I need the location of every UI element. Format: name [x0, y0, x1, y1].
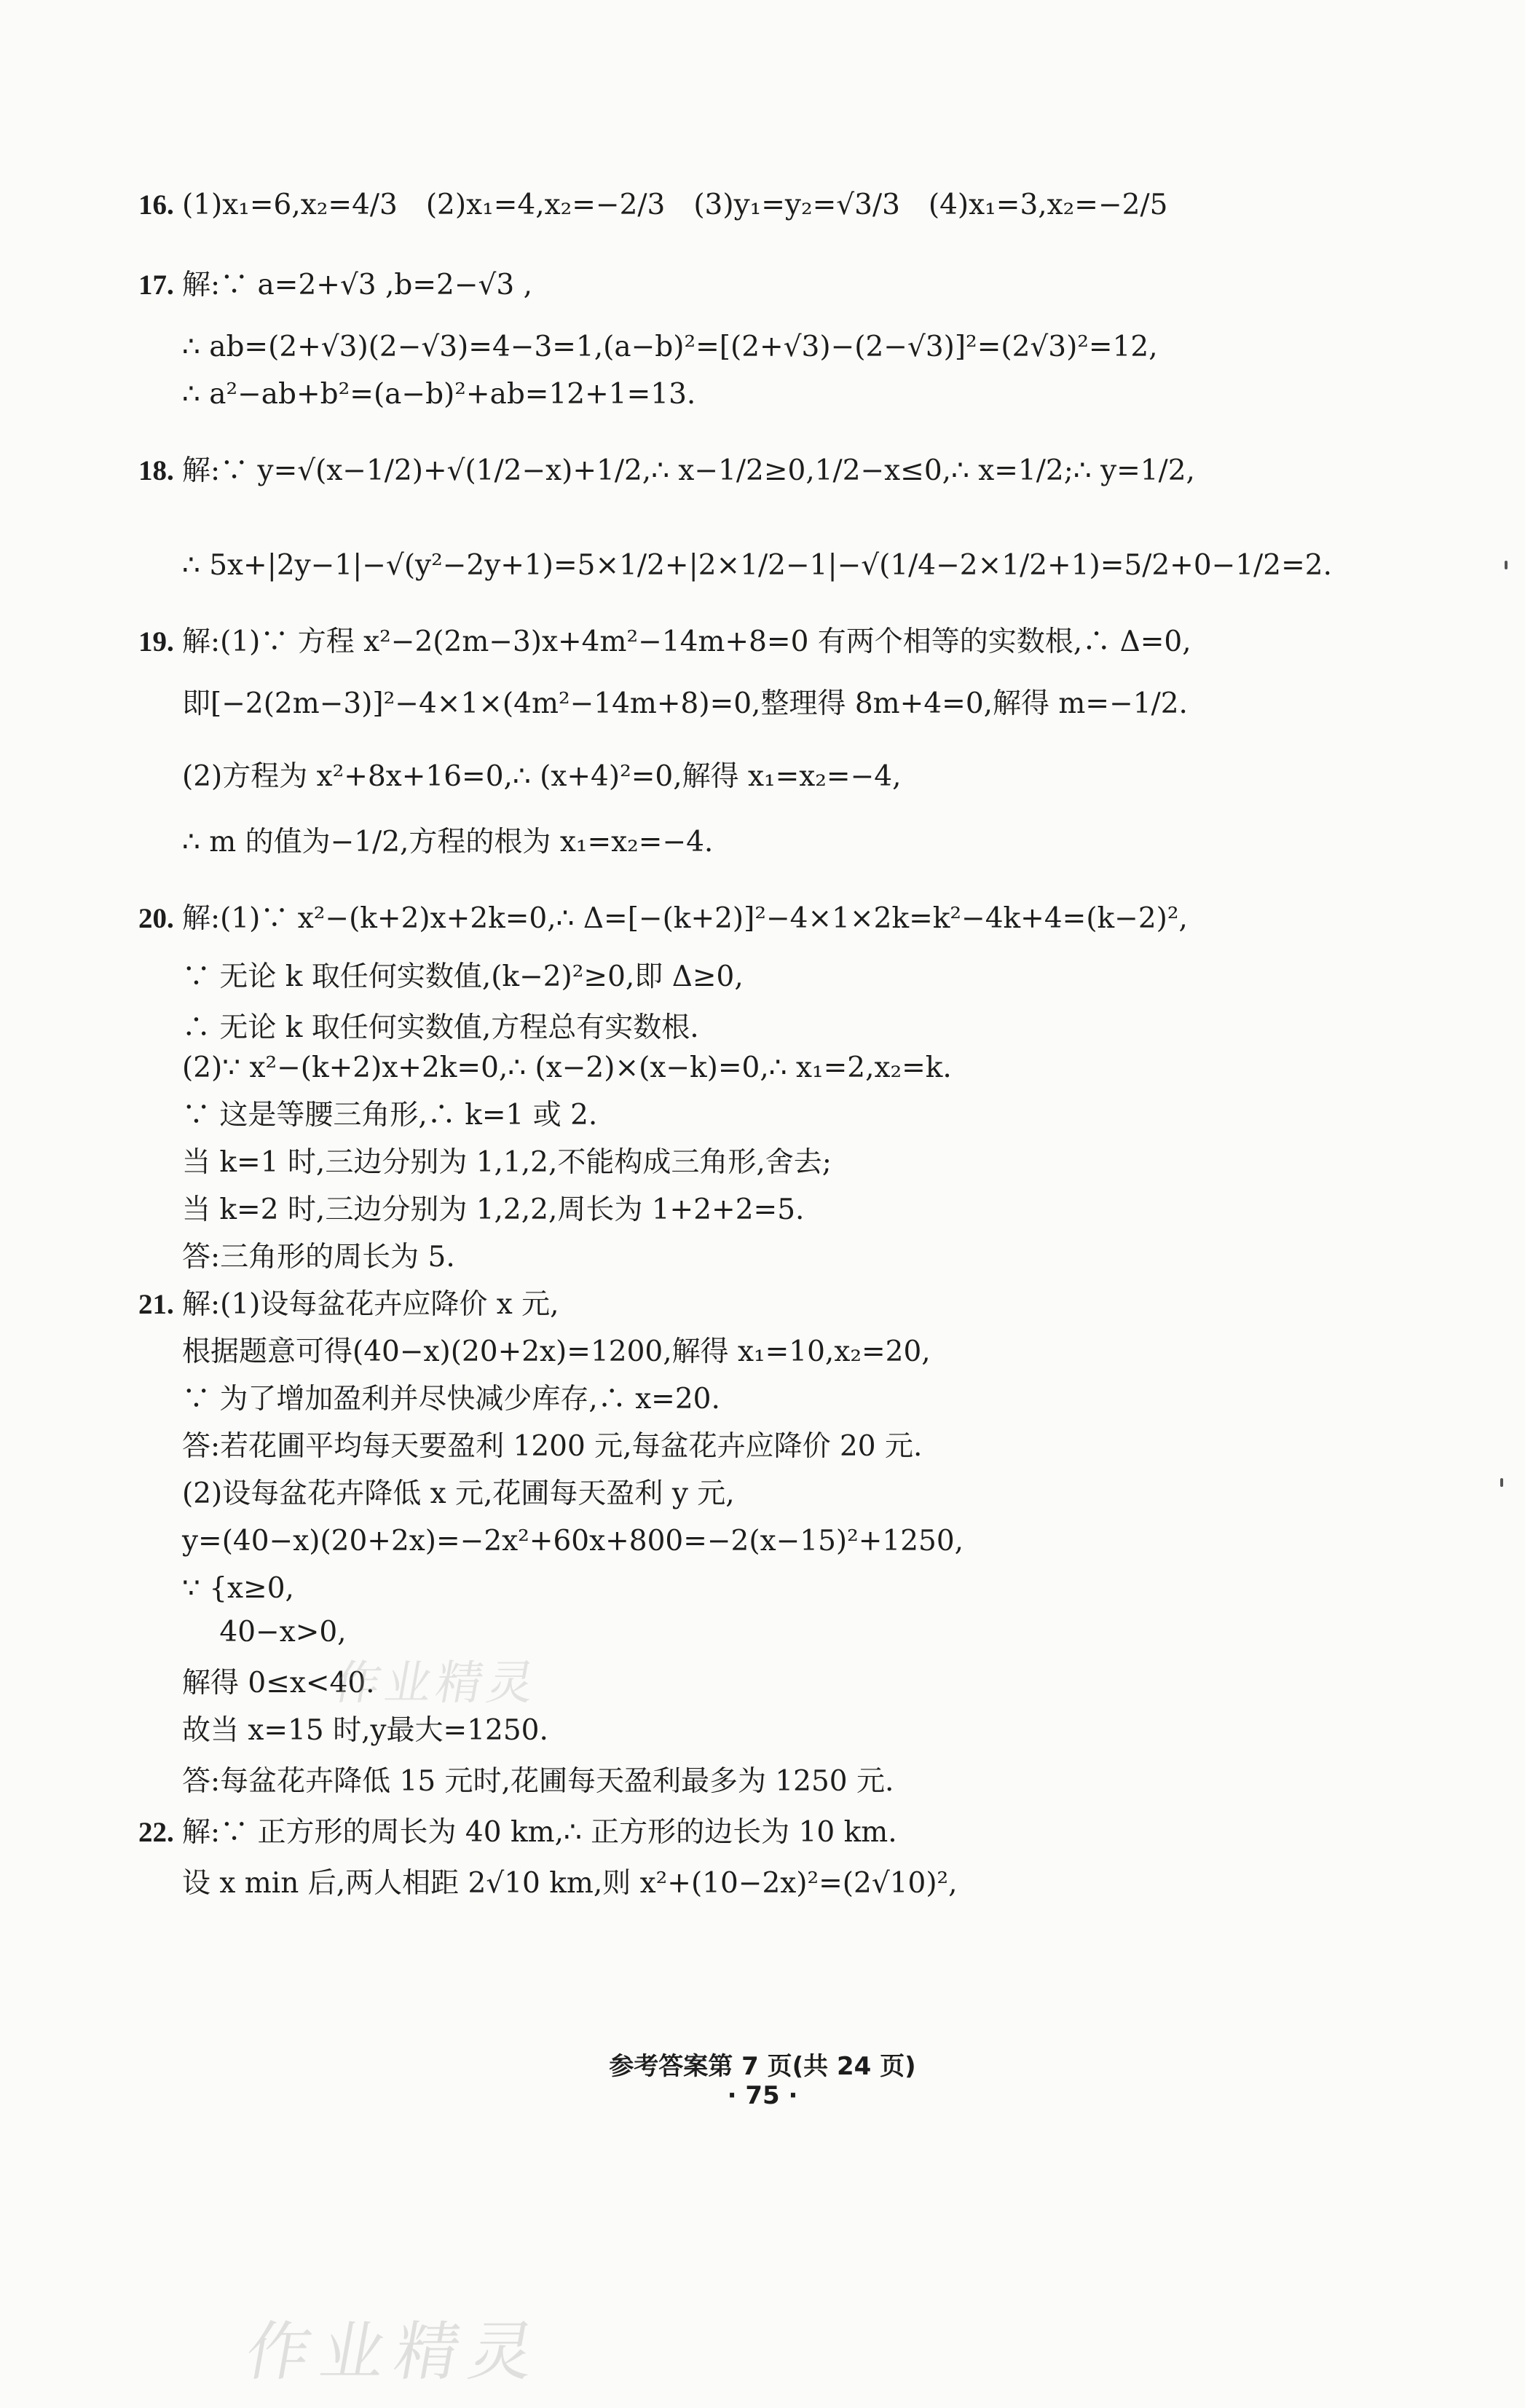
- answer-line: ∵ 这是等腰三角形,∴ k=1 或 2.: [182, 1099, 598, 1132]
- question-number: 17.: [138, 269, 174, 301]
- answer-line: 根据题意可得(40−x)(20+2x)=1200,解得 x₁=10,x₂=20,: [182, 1335, 931, 1368]
- answer-line: ∴ ab=(2+√3)(2−√3)=4−3=1,(a−b)²=[(2+√3)−(2−√3)]²=(2√3)²=12,: [182, 331, 1158, 363]
- answer-line: ∴ m 的值为−1/2,方程的根为 x₁=x₂=−4.: [182, 826, 714, 858]
- scan-mark: [1500, 1478, 1503, 1487]
- question-number: 19.: [138, 626, 174, 658]
- question-number: 16.: [138, 189, 174, 221]
- answer-line: ∵ {x≥0,: [182, 1572, 294, 1605]
- footer-page-label: 参考答案第 7 页(共 24 页): [609, 2052, 916, 2081]
- question-number: 18.: [138, 455, 174, 486]
- answer-line: ∵ 为了增加盈利并尽快减少库存,∴ x=20.: [182, 1383, 720, 1416]
- scan-mark: [1505, 561, 1508, 569]
- answer-line: 即[−2(2m−3)]²−4×1×(4m²−14m+8)=0,整理得 8m+4=0,解得 m=−1/2.: [182, 687, 1188, 720]
- answer-line: 故当 x=15 时,y最大=1250.: [182, 1714, 548, 1747]
- answer-line: 解:∵ 正方形的周长为 40 km,∴ 正方形的边长为 10 km.: [182, 1816, 897, 1849]
- answer-line: 当 k=2 时,三边分别为 1,2,2,周长为 1+2+2=5.: [182, 1193, 805, 1226]
- answer-line: 解得 0≤x<40.: [182, 1667, 375, 1700]
- question-number: 20.: [138, 903, 174, 934]
- answer-line: 解:∵ a=2+√3 ,b=2−√3 ,: [182, 269, 533, 301]
- watermark-bottom: 作业精灵: [240, 2314, 551, 2389]
- answer-line: ∴ a²−ab+b²=(a−b)²+ab=12+1=13.: [182, 378, 696, 411]
- answer-line: 设 x min 后,两人相距 2√10 km,则 x²+(10−2x)²=(2√10)²,: [182, 1867, 958, 1900]
- answer-line: 解:(1)∵ x²−(k+2)x+2k=0,∴ Δ=[−(k+2)]²−4×1×2k=k²−4k+4=(k−2)²,: [182, 902, 1188, 935]
- answer-line: 答:每盆花卉降低 15 元时,花圃每天盈利最多为 1250 元.: [182, 1765, 894, 1798]
- answer-line: 当 k=1 时,三边分别为 1,1,2,不能构成三角形,舍去;: [182, 1146, 832, 1179]
- answer-line: (2)设每盆花卉降低 x 元,花圃每天盈利 y 元,: [182, 1477, 735, 1510]
- answer-line: 答:三角形的周长为 5.: [182, 1241, 455, 1274]
- watermark-faint: 作业精灵: [329, 1657, 543, 1710]
- answer-line: (1)x₁=6,x₂=4/3 (2)x₁=4,x₂=−2/3 (3)y₁=y₂=√3/3 (4)x₁=3,x₂=−2/5: [182, 189, 1168, 221]
- answer-line: (2)∵ x²−(k+2)x+2k=0,∴ (x−2)×(x−k)=0,∴ x₁=2,x₂=k.: [182, 1051, 952, 1084]
- question-number: 21.: [138, 1289, 174, 1320]
- answer-line: 解:(1)设每盆花卉应降价 x 元,: [182, 1288, 559, 1321]
- answer-line: (2)方程为 x²+8x+16=0,∴ (x+4)²=0,解得 x₁=x₂=−4,: [182, 760, 902, 793]
- answer-line: 40−x>0,: [182, 1616, 347, 1649]
- question-number: 22.: [138, 1817, 174, 1848]
- footer-page-number: · 75 ·: [727, 2081, 798, 2110]
- answer-line: ∴ 无论 k 取任何实数值,方程总有实数根.: [182, 1011, 699, 1044]
- answer-line: 解:(1)∵ 方程 x²−2(2m−3)x+4m²−14m+8=0 有两个相等的实数根,∴ Δ=0,: [182, 625, 1191, 658]
- answer-line: y=(40−x)(20+2x)=−2x²+60x+800=−2(x−15)²+1250,: [182, 1525, 964, 1558]
- answer-line: ∵ 无论 k 取任何实数值,(k−2)²≥0,即 Δ≥0,: [182, 960, 744, 993]
- answer-line: 答:若花圃平均每天要盈利 1200 元,每盆花卉应降价 20 元.: [182, 1430, 923, 1463]
- answer-line: 解:∵ y=√(x−1/2)+√(1/2−x)+1/2,∴ x−1/2≥0,1/2−x≤0,∴ x=1/2;∴ y=1/2,: [182, 454, 1195, 487]
- answer-line: ∴ 5x+|2y−1|−√(y²−2y+1)=5×1/2+|2×1/2−1|−√(1/4−2×1/2+1)=5/2+0−1/2=2.: [182, 549, 1333, 582]
